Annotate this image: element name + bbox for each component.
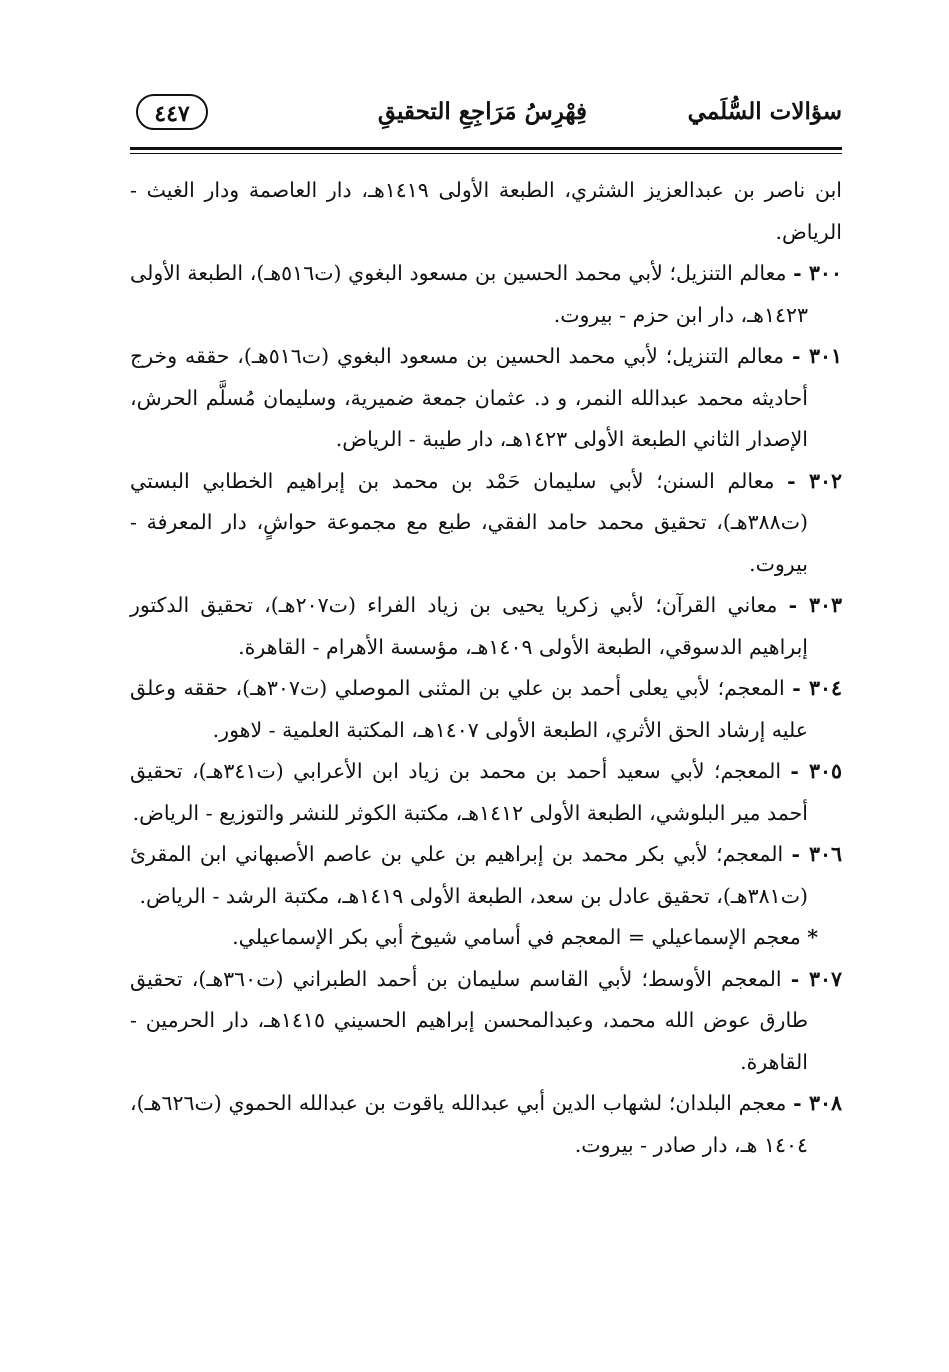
reference-text: معالم التنزيل؛ لأبي محمد الحسين بن مسعود البغوي (ت٥١٦هـ)، حققه وخرج أحاديثه محمد عبدالله النمر، و د. عثمان جمعة ضميرية، وسليمان مُسلَّم الحرش، الإصدار الثاني الطبعة الأولى ١٤٢٣هـ، دار طيبة - الرياض. — [130, 344, 808, 451]
reference-entry-305 — [130, 751, 842, 834]
reference-text: ابن ناصر بن عبدالعزيز الشثري، الطبعة الأولى ١٤١٩هـ، دار العاصمة ودار الغيث - الرياض. — [130, 178, 842, 244]
reference-number: ٣٠٧ - — [790, 966, 842, 991]
references-list — [130, 170, 842, 1166]
reference-entry-308 — [130, 1083, 842, 1166]
reference-text: المعجم الأوسط؛ لأبي القاسم سليمان بن أحمد الطبراني (ت٣٦٠هـ)، تحقيق طارق عوض الله محمد، وعبدالمحسن إبراهيم الحسيني ١٤١٥هـ، دار الحرمين - القاهرة. — [130, 966, 809, 1074]
reference-entry-306 — [130, 834, 842, 917]
book-title: سؤالات السُّلَمي — [687, 98, 842, 125]
reference-number: ٣٠٠ - — [793, 261, 842, 285]
page-header — [130, 92, 842, 140]
cross-reference-note — [130, 917, 842, 959]
reference-text: المعجم؛ لأبي سعيد أحمد بن محمد بن زياد ابن الأعرابي (ت٣٤١هـ)، تحقيق أحمد مير البلوشي، الطبعة الأولى ١٤١٢هـ، مكتبة الكوثر للنشر والتوزيع - الرياض. — [130, 759, 808, 825]
reference-number: ٣٠٨ - — [793, 1091, 842, 1115]
reference-text: المعجم؛ لأبي يعلى أحمد بن علي بن المثنى الموصلي (ت٣٠٧هـ)، حققه وعلق عليه إرشاد الحق الأثري، الطبعة الأولى ١٤٠٧هـ، المكتبة العلمية - لاهور. — [130, 676, 808, 742]
reference-number: ٣٠٤ - — [792, 676, 842, 700]
reference-number: ٣٠٣ - — [788, 593, 842, 617]
reference-entry-304 — [130, 668, 842, 751]
reference-entry-301 — [130, 336, 842, 461]
section-title: فِهْرِسُ مَرَاجِعِ التحقيقِ — [377, 98, 587, 125]
asterisk-marker: * — [807, 925, 818, 949]
reference-text: معالم السنن؛ لأبي سليمان حَمْد بن محمد بن إبراهيم الخطابي البستي (ت٣٨٨هـ)، تحقيق محمد حامد الفقي، طبع مع مجموعة حواشٍ، دار المعرفة - بيروت. — [130, 468, 808, 576]
reference-text: معاني القرآن؛ لأبي زكريا يحيى بن زياد الفراء (ت٢٠٧هـ)، تحقيق الدكتور إبراهيم الدسوقي، الطبعة الأولى ١٤٠٩هـ، مؤسسة الأهرام - القاهرة. — [130, 593, 808, 659]
reference-entry-307 — [130, 959, 842, 1084]
reference-entry-303 — [130, 585, 842, 668]
header-rule-thin — [130, 153, 842, 154]
reference-entry-300 — [130, 253, 842, 336]
reference-number: ٣٠٦ - — [791, 842, 842, 866]
reference-text: معجم الإسماعيلي = المعجم في أسامي شيوخ أبي بكر الإسماعيلي. — [232, 925, 801, 949]
reference-number: ٣٠٥ - — [790, 759, 842, 783]
reference-entry-302 — [130, 461, 842, 586]
reference-text: المعجم؛ لأبي بكر محمد بن إبراهيم بن علي بن عاصم الأصبهاني ابن المقرئ (ت٣٨١هـ)، تحقيق عادل بن سعد، الطبعة الأولى ١٤١٩هـ، مكتبة الرشد - الرياض. — [130, 842, 808, 908]
reference-text: معالم التنزيل؛ لأبي محمد الحسين بن مسعود البغوي (ت٥١٦هـ)، الطبعة الأولى ١٤٢٣هـ، دار ابن حزم - بيروت. — [130, 261, 808, 327]
reference-number: ٣٠٢ - — [787, 468, 842, 493]
header-rule-thick — [130, 147, 842, 150]
reference-text: معجم البلدان؛ لشهاب الدين أبي عبدالله ياقوت بن عبدالله الحموي (ت٦٢٦هـ)، ١٤٠٤ هـ، دار صادر - بيروت. — [130, 1091, 808, 1157]
reference-entry-continuation — [130, 170, 842, 253]
page-number-badge: ٤٤٧ — [136, 94, 208, 130]
reference-number: ٣٠١ - — [791, 344, 843, 368]
